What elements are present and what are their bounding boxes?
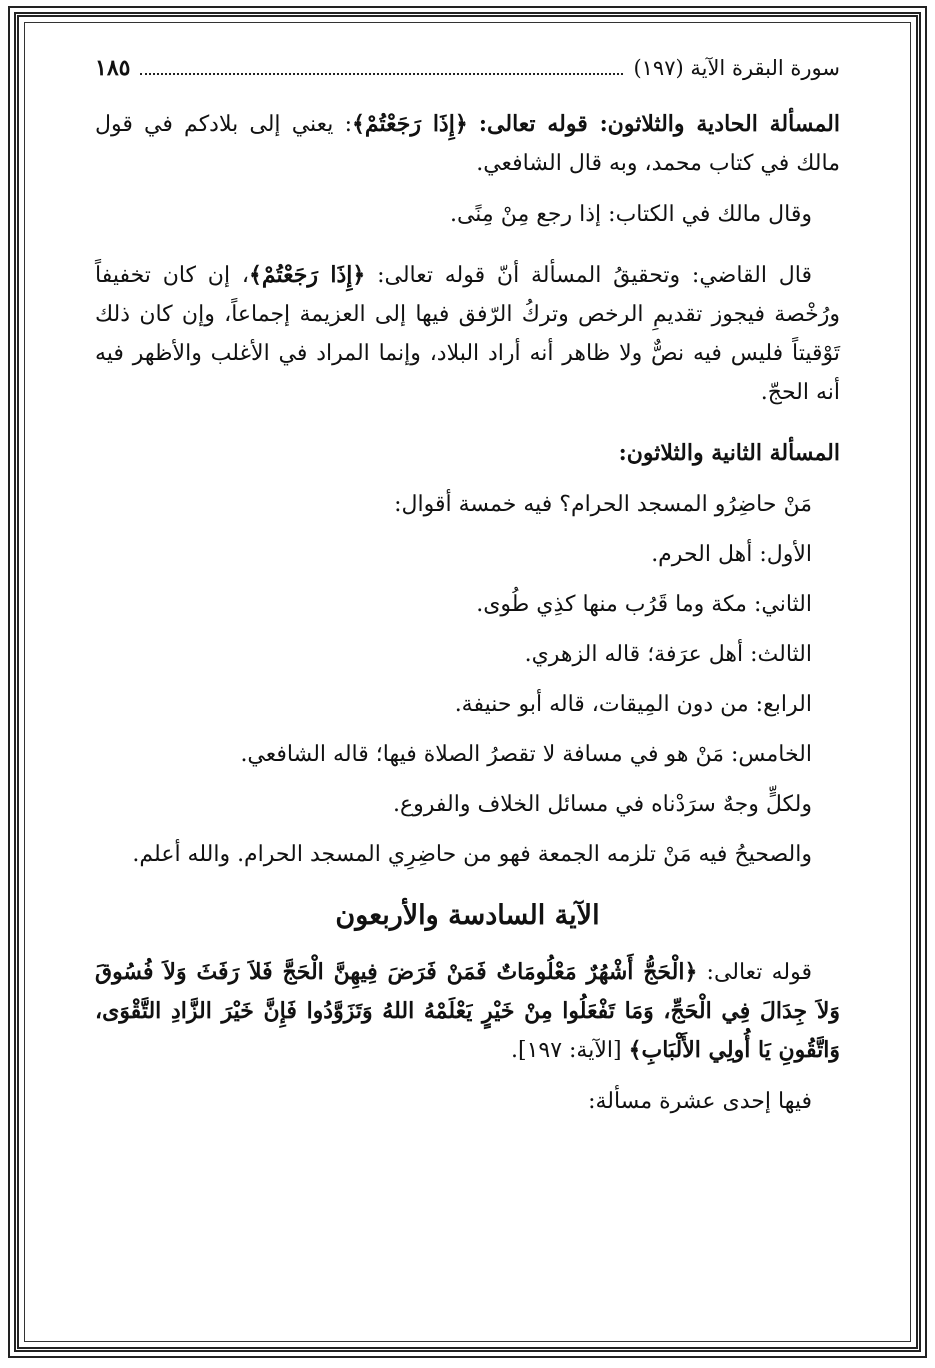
qadi-before: قال القاضي: وتحقيقُ المسألة أنّ قوله تعالى: <box>377 263 812 288</box>
verse-reference: [الآية: ١٩٧]. <box>510 1038 622 1063</box>
qadi-after: ، إن كان تخفيفاً ورُخْصة فيجوز تقديمِ الرخص وتركُ الرّفق فيها إلى العزيمة إجماعاً، وإن كان ذلك تَوْقيتاً فليس فيه نصٌّ ولا ظاهر أنه أراد البلاد، وإنما المراد في الأغلب والأظهر فيه أنه الحجّ. <box>95 263 841 405</box>
opinion-item: الثالث: أهل عرَفة؛ قاله الزهري. <box>524 642 812 667</box>
issue-31-quote: ﴿إِذَا رَجَعْتُمْ﴾ <box>351 111 468 137</box>
issue-32-intro: مَنْ حاضِرُو المسجد الحرام؟ فيه خمسة أقوال: <box>394 492 812 517</box>
section-title: الآية السادسة والأربعون <box>335 900 600 931</box>
running-title: سورة البقرة الآية (١٩٧) <box>633 56 840 80</box>
opinion-item: والصحيحُ فيه مَنْ تلزمه الجمعة فهو من حاضِرِي المسجد الحرام. والله أعلم. <box>132 842 812 867</box>
issue-31-text: : يعني إلى بلادكم في قول مالك في كتاب محمد، وبه قال الشافعي. <box>95 112 840 176</box>
qadi-quote: ﴿إِذَا رَجَعْتُمْ﴾ <box>248 262 366 288</box>
closing-line: فيها إحدى عشرة مسألة: <box>588 1089 812 1114</box>
opinion-item: الأول: أهل الحرم. <box>651 542 812 567</box>
issue-31-paragraph <box>95 105 840 183</box>
opinion-item: الرابع: من دون المِيقات، قاله أبو حنيفة. <box>454 692 812 717</box>
page-number: ١٨٥ <box>95 55 131 81</box>
issue-31-line2: وقال مالك في الكتاب: إذا رجع مِنْ مِنًى. <box>449 202 812 227</box>
qadi-paragraph <box>95 256 840 412</box>
opinion-item: الثاني: مكة وما قَرُب منها كذِي طُوى. <box>476 592 812 617</box>
verse-lead: قوله تعالى: <box>706 960 812 985</box>
header-dotted-leader <box>140 59 623 75</box>
opinion-item: ولكلٍّ وجهٌ سرَدْناه في مسائل الخلاف والفروع. <box>393 792 812 817</box>
issue-32-heading: المسألة الثانية والثلاثون: <box>618 440 840 466</box>
running-header <box>95 55 840 105</box>
issue-31-heading: المسألة الحادية والثلاثون: قوله تعالى: <box>478 111 840 137</box>
verse-quote: ﴿الْحَجُّ أَشْهُرٌ مَعْلُومَاتٌ فَمَنْ فَرَضَ فِيهِنَّ الْحَجَّ فَلاَ رَفَثَ وَلاَ فُسُوقَ وَلاَ جِدَالَ فِي الْحَجِّ، وَمَا تَفْعَلُوا مِنْ خَيْرٍ يَعْلَمْهُ اللهُ وَتَزَوَّدُوا فَإِنَّ خَيْرَ الزَّادِ التَّقْوَى، وَاتَّقُونِ يَا أُولِي الأَلْبَابِ﴾ <box>95 959 840 1063</box>
page-body <box>95 55 840 1121</box>
verse-paragraph <box>95 953 840 1070</box>
opinion-item: الخامس: مَنْ هو في مسافة لا تقصرُ الصلاة فيها؛ قاله الشافعي. <box>240 742 812 767</box>
